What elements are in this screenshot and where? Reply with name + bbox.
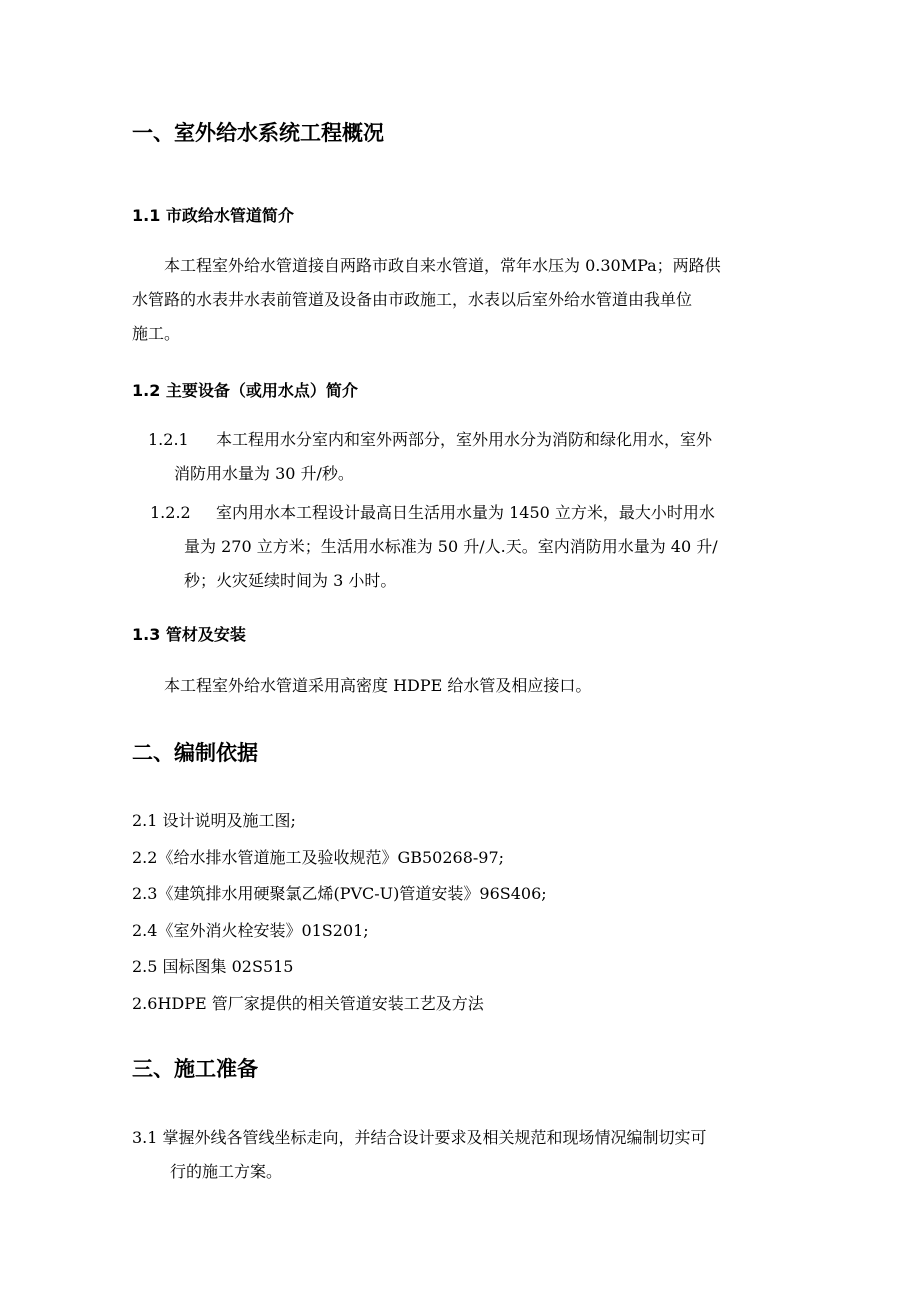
section-2-heading: 二、编制依据 — [132, 741, 258, 765]
section-2-list — [132, 803, 547, 1022]
item-first-line — [148, 423, 712, 457]
section-1-1-heading: 1.1 市政给水管道简介 — [132, 206, 294, 225]
reference-item: 2.1 设计说明及施工图; — [132, 811, 296, 830]
paragraph-line: 水管路的水表井水表前管道及设备由市政施工，水表以后室外给水管道由我单位 — [132, 290, 693, 309]
section-1-2-heading: 1.2 主要设备（或用水点）简介 — [132, 381, 358, 400]
reference-item: 2.6HDPE 管厂家提供的相关管道安装工艺及方法 — [132, 993, 484, 1013]
item-first-line — [150, 496, 718, 530]
item-text: 本工程用水分室内和室外两部分，室外用水分为消防和绿化用水，室外 — [216, 430, 713, 449]
section-1-heading: 一、室外给水系统工程概况 — [132, 121, 384, 145]
item-text: 消防用水量为 30 升/秒。 — [174, 464, 354, 483]
section-1-2-1-item — [148, 423, 712, 491]
section-1-3-paragraph: 本工程室外给水管道采用高密度 HDPE 给水管及相应接口。 — [164, 676, 592, 695]
paragraph-line: 本工程室外给水管道接自两路市政自来水管道，常年水压为 0.30MPa；两路供 — [164, 256, 721, 275]
reference-item: 2.5 国标图集 02S515 — [132, 957, 294, 976]
reference-item: 2.3《建筑排水用硬聚氯乙烯(PVC-U)管道安装》96S406; — [132, 884, 547, 903]
section-3-heading: 三、施工准备 — [132, 1057, 258, 1081]
section-3-1-item — [132, 1121, 707, 1189]
item-text: 室内用水本工程设计最高日生活用水量为 1450 立方米，最大小时用水 — [216, 503, 715, 522]
section-1-3-heading: 1.3 管材及安装 — [132, 625, 246, 644]
section-1-1-paragraph — [132, 249, 721, 351]
reference-item: 2.4《室外消火栓安装》01S201; — [132, 920, 369, 940]
section-1-2-2-item — [150, 496, 718, 598]
item-text: 3.1 掌握外线各管线坐标走向，并结合设计要求及相关规范和现场情况编制切实可 — [132, 1128, 707, 1147]
item-text: 秒；火灾延续时间为 3 小时。 — [184, 571, 397, 590]
item-text: 行的施工方案。 — [170, 1162, 283, 1181]
item-text: 量为 270 立方米；生活用水标准为 50 升/人.天。室内消防用水量为 40 升/ — [184, 537, 718, 556]
reference-item: 2.2《给水排水管道施工及验收规范》GB50268-97; — [132, 847, 505, 867]
item-number: 1.2.1 — [148, 430, 189, 449]
item-number: 1.2.2 — [150, 503, 191, 522]
paragraph-line: 施工。 — [132, 324, 181, 343]
